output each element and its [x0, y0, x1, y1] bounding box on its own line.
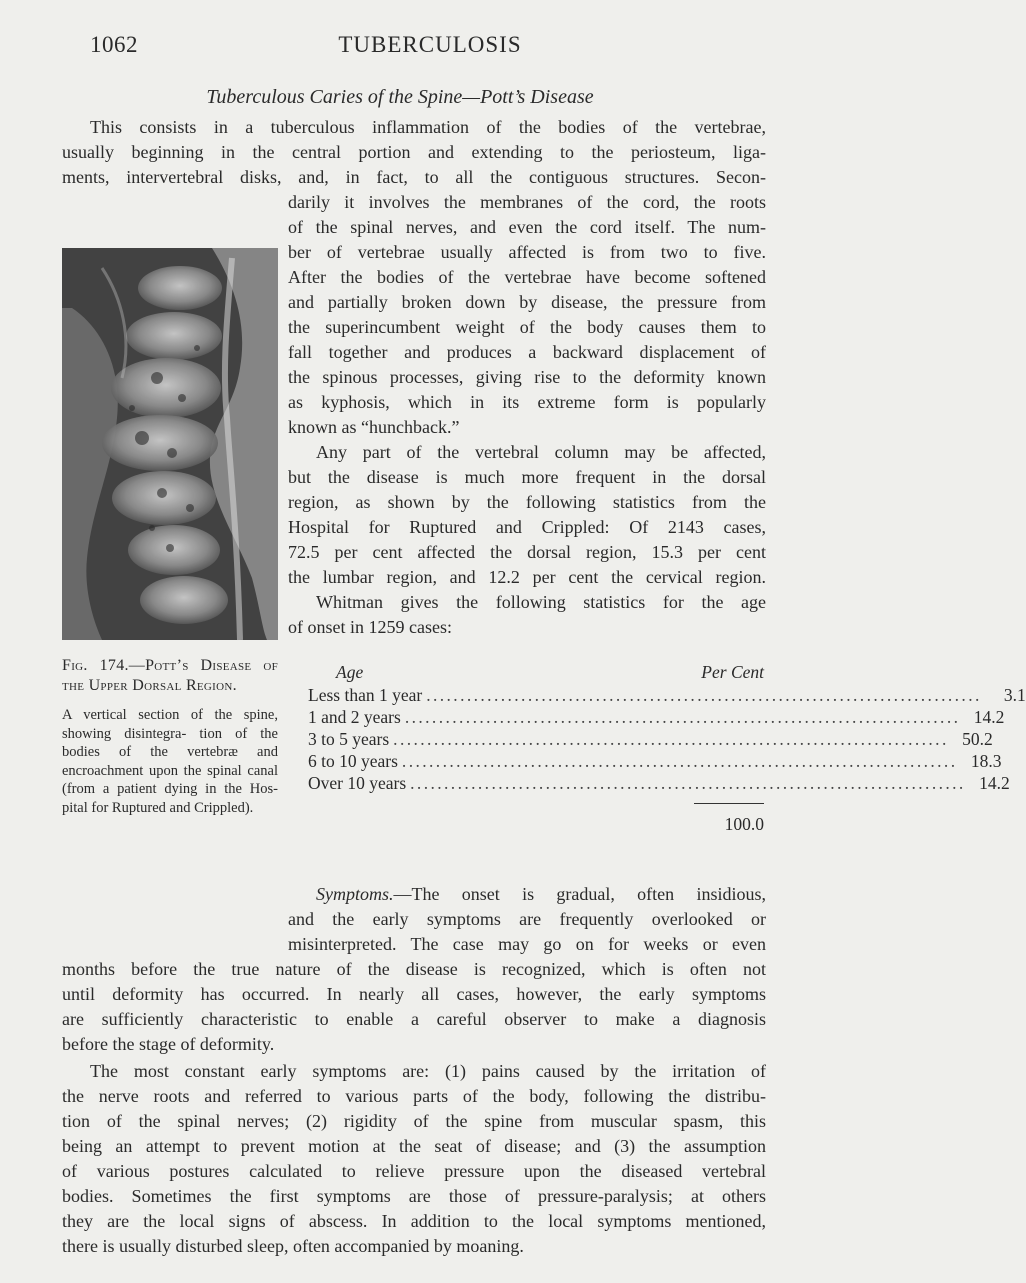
symptoms-heading: Symptoms.	[316, 884, 394, 904]
symptoms-line: until deformity has occurred. In nearly all cases, however, the early symptoms	[62, 984, 766, 1004]
spine-section-illustration	[62, 248, 278, 640]
total-cell: 100.0	[724, 814, 764, 834]
intro-line: ments, intervertebral disks, and, in fact, to all the contiguous structures. Secon-	[62, 167, 766, 187]
constant-symptoms-line: bodies. Sometimes the first symptoms are those of pressure-paralysis; at others	[62, 1186, 766, 1206]
symptoms-line: are sufficiently characteristic to enable a careful observer to make a diagnosis	[62, 1009, 766, 1029]
constant-symptoms-line: tion of the spinal nerves; (2) rigidity of the spine from muscular spasm, this	[62, 1111, 766, 1131]
percent-cell: 18.3	[970, 751, 1002, 771]
intro-wrap-line: the spinous processes, giving rise to the deformity known	[288, 367, 766, 387]
figure-caption	[62, 656, 278, 817]
symptoms-line	[288, 882, 766, 907]
intro-wrap-line: known as “hunchback.”	[288, 417, 460, 437]
dorsal-line: Hospital for Ruptured and Crippled: Of 2143 cases,	[288, 517, 766, 537]
age-cell: 1 and 2 years	[308, 707, 401, 727]
page-number: 1062	[90, 32, 138, 57]
dorsal-line: 72.5 per cent affected the dorsal region, 15.3 per cent	[288, 542, 766, 562]
column-header-percent: Per Cent	[701, 662, 764, 682]
intro-wrap-line: After the bodies of the vertebrae have become softened	[288, 267, 766, 287]
dorsal-line: the lumbar region, and 12.2 per cent the cervical region.	[288, 567, 766, 587]
percent-cell: 14.2	[979, 773, 1010, 793]
percent-cell: 14.2	[973, 707, 1005, 727]
constant-symptoms-line: of various postures calculated to relieve pressure upon the diseased vertebral	[62, 1161, 766, 1181]
running-head: TUBERCULOSIS	[338, 32, 522, 57]
leader-dots: ..................................................................................	[404, 707, 961, 727]
leader-dots: ..................................................................................	[410, 773, 966, 793]
percent-cell: 3.1	[1003, 685, 1026, 705]
age-cell: 6 to 10 years	[308, 751, 398, 771]
intro-wrap-line: of the spinal nerves, and even the cord itself. The num-	[288, 217, 766, 237]
symptoms-line: months before the true nature of the disease is recognized, which is often not	[62, 959, 766, 979]
section-title: Tuberculous Caries of the Spine—Pott’s Disease	[206, 86, 594, 108]
dorsal-line: of onset in 1259 cases:	[288, 617, 452, 637]
intro-line: usually beginning in the central portion and extending to the periosteum, liga-	[62, 142, 766, 162]
intro-line: This consists in a tuberculous inflammation of the bodies of the vertebrae,	[90, 117, 766, 137]
table-row	[308, 772, 1010, 794]
intro-wrap-line: darily it involves the membranes of the cord, the roots	[288, 192, 766, 212]
spine-section-figure	[62, 248, 278, 640]
age-cell: 3 to 5 years	[308, 729, 390, 749]
constant-symptoms-line: there is usually disturbed sleep, often accompanied by moaning.	[62, 1236, 524, 1256]
symptoms-first-text: —The onset is gradual, often insidious,	[393, 884, 766, 904]
table-row	[308, 684, 1026, 706]
constant-symptoms-line: the nerve roots and referred to various parts of the body, following the distribu-	[62, 1086, 766, 1106]
leader-dots: ..................................................................................	[393, 729, 949, 749]
intro-wrap-line: fall together and produces a backward displacement of	[288, 342, 766, 362]
page-header	[90, 32, 770, 62]
intro-wrap-line: the superincumbent weight of the body causes them to	[288, 317, 766, 337]
constant-symptoms-line: they are the local signs of abscess. In addition to the local symptoms mentioned,	[62, 1211, 766, 1231]
age-cell: Less than 1 year	[308, 685, 423, 705]
intro-wrap-line: and partially broken down by disease, the pressure from	[288, 292, 766, 312]
dorsal-line: Whitman gives the following statistics for the age	[316, 592, 766, 612]
leader-dots: ..................................................................................	[426, 685, 982, 705]
age-cell: Over 10 years	[308, 773, 407, 793]
column-header-age: Age	[336, 662, 364, 682]
leader-dots: ..................................................................................	[401, 751, 958, 771]
dorsal-line: Any part of the vertebral column may be affected,	[316, 442, 766, 462]
percent-cell: 50.2	[962, 729, 993, 749]
intro-wrap-line: as kyphosis, which in its extreme form is popularly	[288, 392, 766, 412]
dorsal-line: but the disease is much more frequent in the dorsal	[288, 467, 766, 487]
symptoms-line: and the early symptoms are frequently overlooked or	[288, 909, 766, 929]
age-statistics-table	[308, 662, 1026, 836]
constant-symptoms-line: being an attempt to prevent motion at the seat of disease; and (3) the assumption	[62, 1136, 766, 1156]
dorsal-line: region, as shown by the following statistics from the	[288, 492, 766, 512]
figure-title: Fig. 174.—Pott’s Disease of the Upper Dorsal Region.	[62, 657, 278, 694]
total-rule	[694, 803, 764, 804]
table-header	[308, 662, 764, 684]
figure-caption-text: A vertical section of the spine, showing disintegra- tion of the bodies of the vertebræ and encroachment upon the spinal canal (from a patient dying in the Hos- pital for Ruptured and Crippled).	[62, 707, 278, 816]
table-row	[308, 750, 1002, 772]
intro-wrap-line: ber of vertebrae usually affected is from two to five.	[288, 242, 766, 262]
table-row	[308, 706, 1005, 728]
table-row	[308, 728, 993, 750]
constant-symptoms-line: The most constant early symptoms are: (1) pains caused by the irritation of	[90, 1061, 766, 1081]
symptoms-line: misinterpreted. The case may go on for weeks or even	[288, 934, 766, 954]
symptoms-line: before the stage of deformity.	[62, 1034, 275, 1054]
